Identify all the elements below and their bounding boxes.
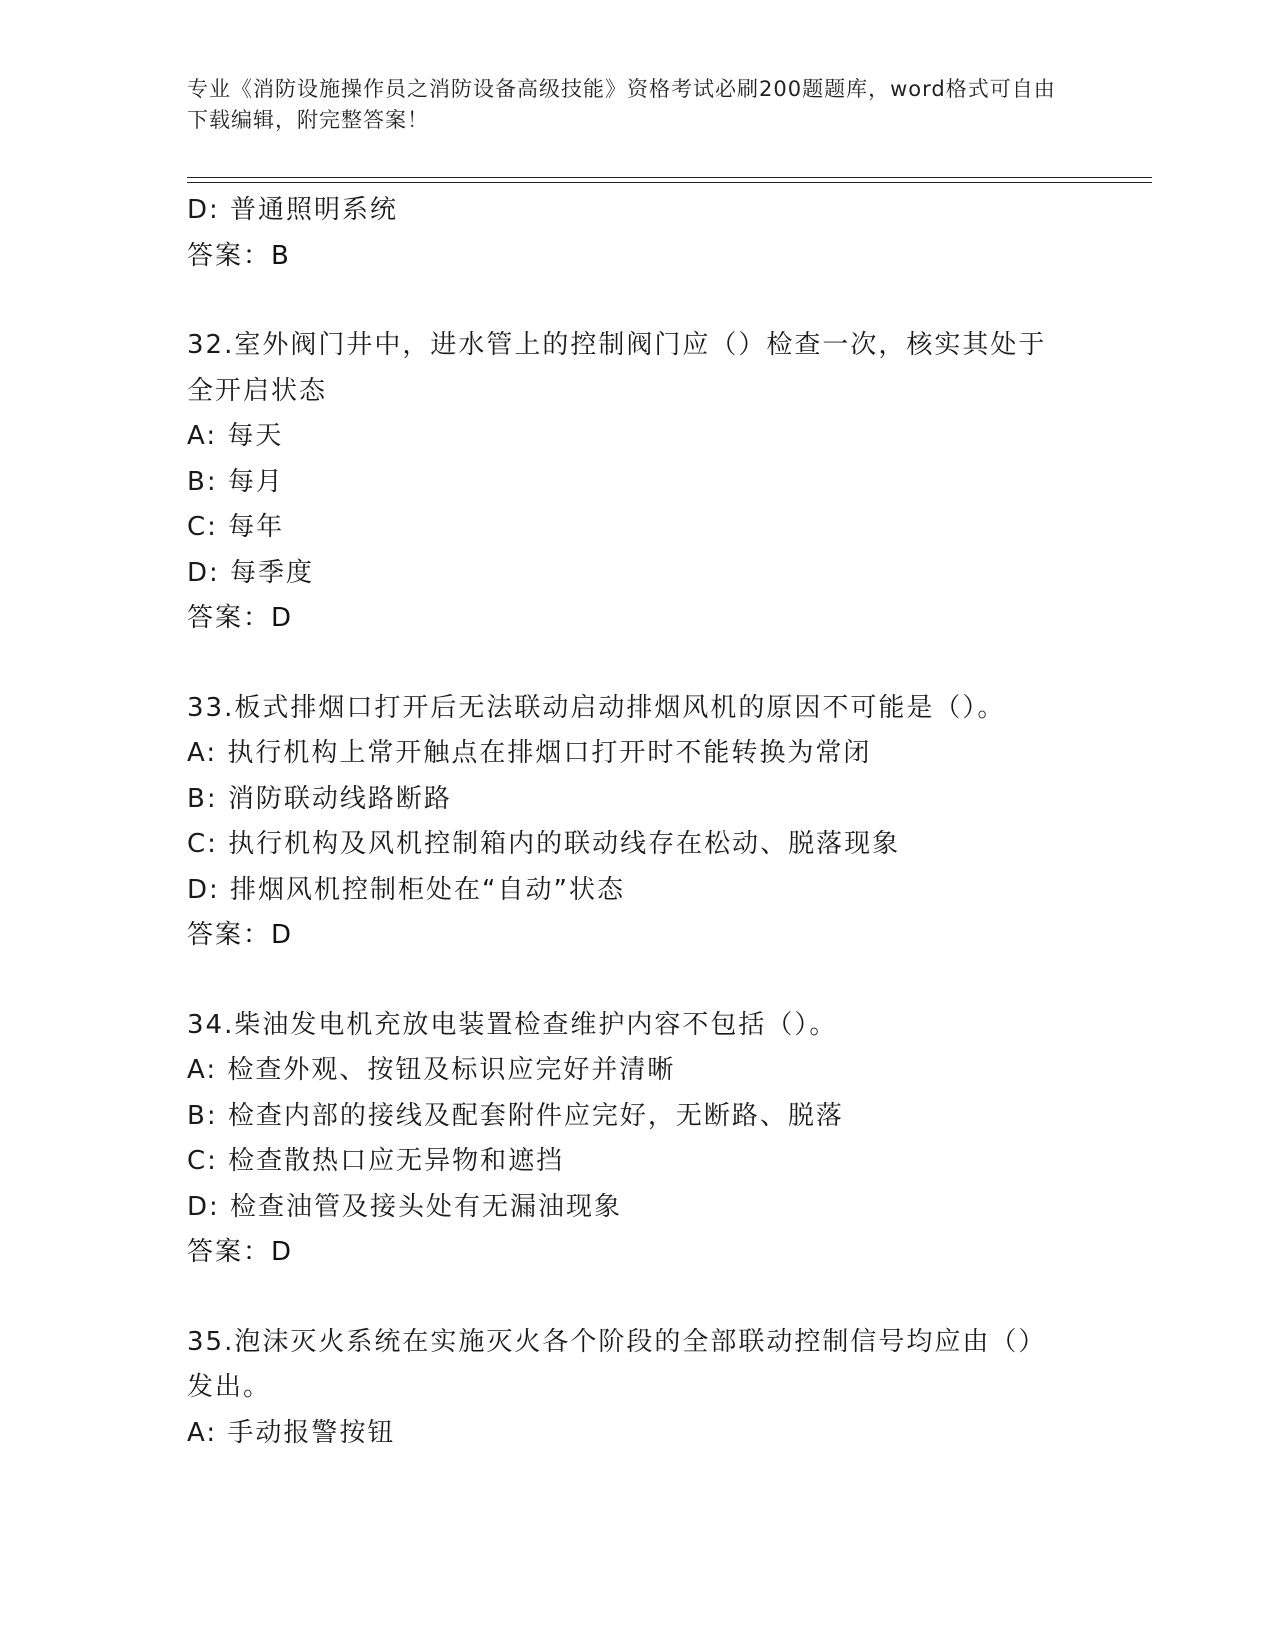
answer-line: 答案：B	[187, 240, 291, 271]
question-gap	[187, 1276, 1087, 1320]
question-32-answer: 答案：D	[187, 603, 294, 633]
question-35-continuation: 发出。	[187, 1372, 272, 1402]
question-33-answer: 答案：D	[187, 920, 294, 950]
question-34-option-d: D: 检查油管及接头处有无漏油现象	[187, 1191, 623, 1222]
question-33-option-b: B: 消防联动线路断路	[187, 783, 452, 814]
question-32-continuation: 全开启状态	[187, 375, 328, 406]
question-34-option-b: B: 检查内部的接线及配套附件应完好，无断路、脱落	[187, 1100, 844, 1131]
question-32-option-a: A: 每天	[187, 421, 284, 451]
question-34-text: 34.柴油发电机充放电装置检查维护内容不包括（）。	[187, 1009, 838, 1040]
question-35-option-a: A: 手动报警按钮	[187, 1417, 396, 1448]
question-33-option-a: A: 执行机构上常开触点在排烟口打开时不能转换为常闭	[187, 738, 872, 768]
question-33-option-d: D: 排烟风机控制柜处在“自动”状态	[187, 874, 625, 905]
question-32-text: 32.室外阀门井中，进水管上的控制阀门应（）检查一次，核实其处于	[187, 330, 1047, 360]
question-33-text: 33.板式排烟口打开后无法联动启动排烟风机的原因不可能是（）。	[187, 692, 1006, 723]
question-34-answer: 答案：D	[187, 1237, 294, 1267]
question-32-option-c: C: 每年	[187, 512, 285, 542]
option-d: D: 普通照明系统	[187, 195, 399, 225]
header-rule-bottom	[187, 182, 1152, 183]
question-35-text: 35.泡沫灭火系统在实施灭火各个阶段的全部联动控制信号均应由（）	[187, 1326, 1047, 1357]
question-32-option-b: B: 每月	[187, 466, 284, 497]
question-33-option-c: C: 执行机构及风机控制箱内的联动线存在松动、脱落现象	[187, 829, 901, 859]
question-32-option-d: D: 每季度	[187, 557, 315, 588]
question-gap	[187, 959, 1087, 1003]
question-34-option-c: C: 检查散热口应无异物和遮挡	[187, 1146, 565, 1176]
question-gap	[187, 279, 1087, 323]
document-header: 专业《消防设施操作员之消防设备高级技能》资格考试必刷200题题库，word格式可自由下载编辑，附完整答案！	[187, 77, 1056, 132]
header-rule-top	[187, 177, 1152, 178]
question-content	[187, 188, 1087, 1456]
question-34-option-a: A: 检查外观、按钮及标识应完好并清晰	[187, 1055, 676, 1085]
question-gap	[187, 642, 1087, 686]
